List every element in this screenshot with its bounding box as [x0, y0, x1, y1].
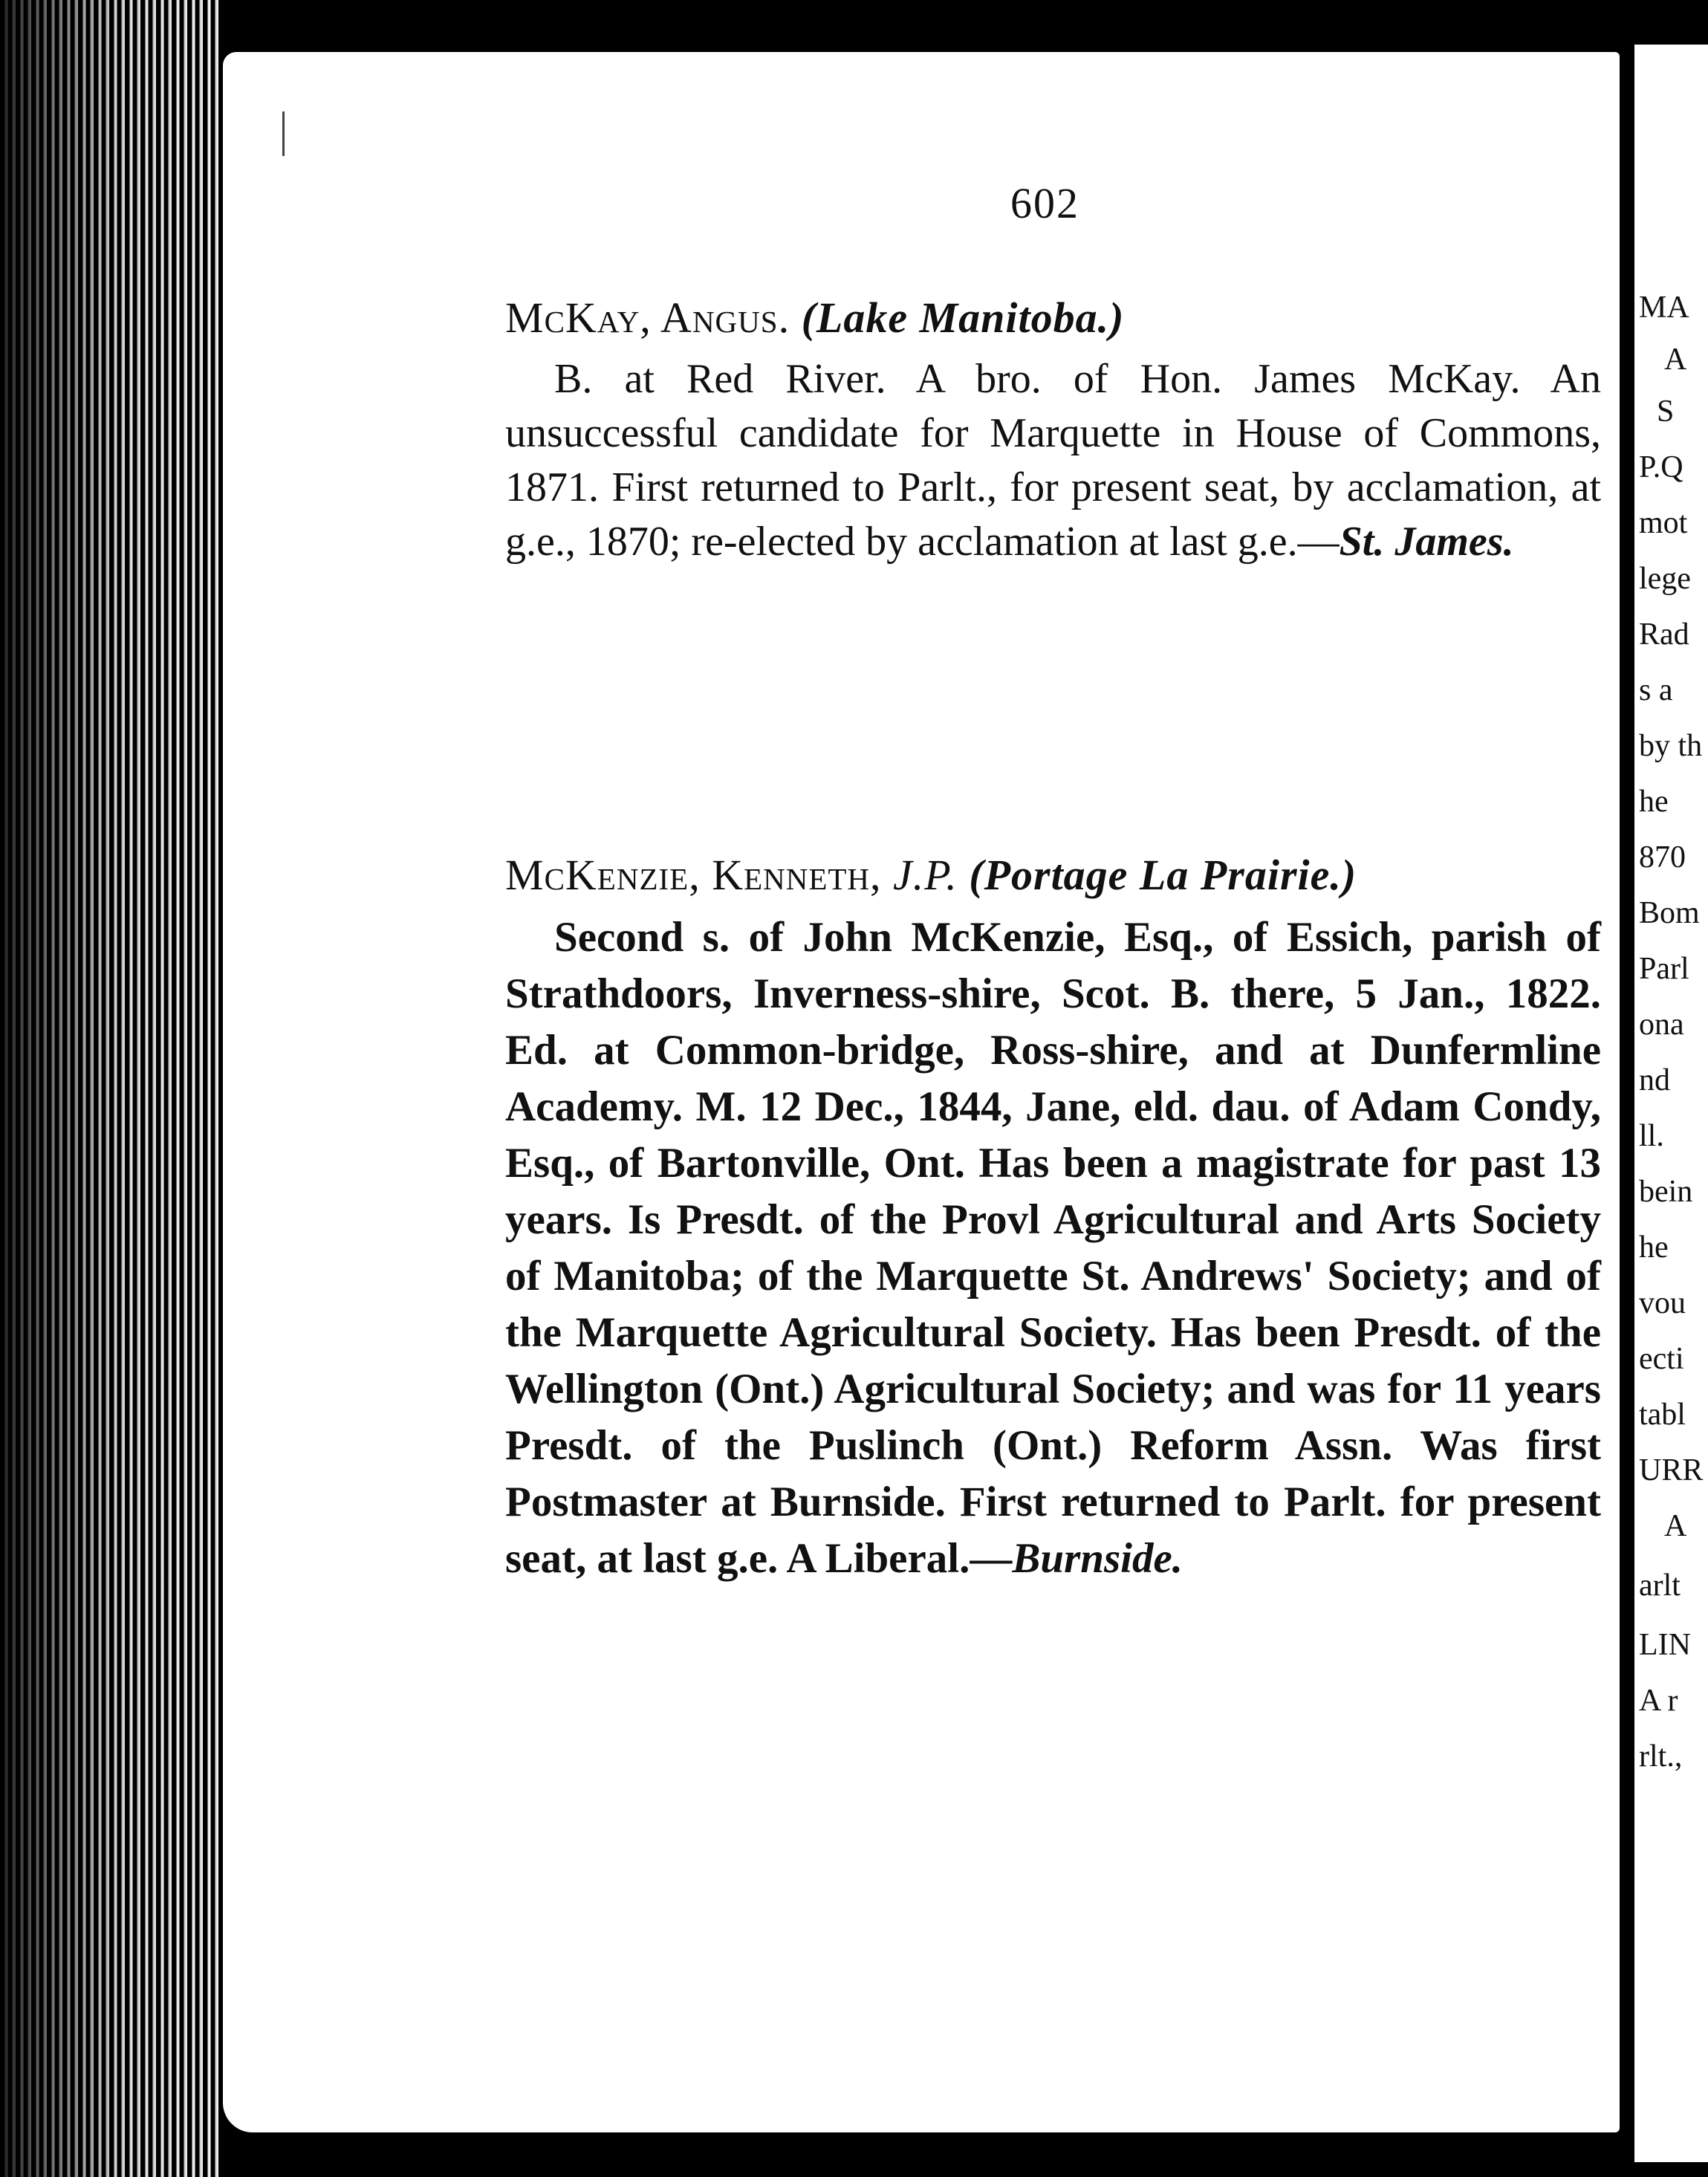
member-name: McKay, Angus.	[505, 293, 790, 342]
next-page-edge	[1634, 45, 1708, 2162]
next-page-fragment: rlt.,	[1639, 1739, 1683, 1774]
next-page-fragment: tabl	[1639, 1398, 1686, 1432]
next-page-fragment: vou	[1639, 1286, 1686, 1320]
next-page-fragment: mot	[1639, 506, 1688, 540]
next-page-fragment: by th	[1639, 729, 1703, 763]
entry-heading	[505, 290, 1601, 346]
entry-mckay	[505, 290, 1601, 569]
next-page-fragment: MA	[1639, 291, 1689, 325]
member-name: McKenzie, Kenneth,	[505, 851, 882, 899]
next-page-fragment: Rad	[1639, 617, 1689, 652]
biography-text: B. at Red River. A bro. of Hon. James McKay. An unsuccessful candidate for Marquette in House of Commons, 1871. First returned to Parlt., for present seat, by acclamation, at g.e., 1870; re-elected by acclamation at last g.e.—	[505, 356, 1601, 565]
residence-place: St. James.	[1339, 519, 1514, 565]
entry-mckenzie	[505, 847, 1601, 1587]
page-margin-mark	[282, 111, 285, 156]
next-page-fragment: ona	[1639, 1008, 1684, 1042]
biography-text: Second s. of John McKenzie, Esq., of Essich, parish of Strathdoors, Inverness-shire, Scot. B. there, 5 Jan., 1822. Ed. at Common-bridge, Ross-shire, and at Dunfermline Academy. M. 12 Dec., 1844, Jane, eld. dau. of Adam Condy, Esq., of Bartonville, Ont. Has been a magistrate for past 13 years. Is Presdt. of the Provl Agricultural and Arts Society of Manitoba; of the Marquette St. Andrews' Society; and of the Marquette Agricultural Society. Has been Presdt. of the Wellington (Ont.) Agricultural Society; and was for 11 years Presdt. of the Puslinch (Ont.) Reform Assn. Was first Postmaster at Burnside. First returned to Parlt. for present seat, at last g.e. A Liberal.—	[505, 914, 1601, 1582]
page-number: 602	[1010, 179, 1079, 227]
next-page-fragment: URR	[1639, 1453, 1704, 1487]
next-page-fragment: Bom	[1639, 896, 1700, 930]
next-page-fragment: A	[1664, 343, 1687, 377]
next-page-fragment: nd	[1639, 1063, 1670, 1097]
next-page-fragment: lege	[1639, 562, 1691, 596]
next-page-fragment: ecti	[1639, 1342, 1684, 1376]
residence-place: Burnside.	[1012, 1535, 1183, 1582]
next-page-fragment: 870	[1639, 840, 1686, 875]
next-page-fragment: Parl	[1639, 952, 1689, 986]
entry-heading	[505, 847, 1601, 903]
next-page-fragment: s a	[1639, 673, 1673, 707]
member-title: J.P.	[893, 851, 958, 899]
next-page-fragment: LIN	[1639, 1628, 1691, 1662]
riding-name: (Lake Manitoba.)	[801, 293, 1125, 342]
riding-name: (Portage La Prairie.)	[969, 851, 1357, 899]
next-page-fragment: A	[1664, 1509, 1687, 1543]
next-page-fragment: S	[1657, 395, 1675, 429]
next-page-fragment: bein	[1639, 1175, 1693, 1209]
next-page-fragment: A r	[1639, 1684, 1678, 1718]
next-page-fragment: he	[1639, 1230, 1669, 1265]
entry-biography	[505, 909, 1601, 1587]
next-page-fragment: he	[1639, 785, 1669, 819]
next-page-fragment: ll.	[1639, 1119, 1664, 1153]
next-page-fragment: P.Q	[1639, 450, 1683, 484]
book-page-edges	[0, 0, 223, 2177]
entry-biography	[505, 352, 1601, 569]
next-page-fragment: arlt	[1639, 1568, 1681, 1603]
